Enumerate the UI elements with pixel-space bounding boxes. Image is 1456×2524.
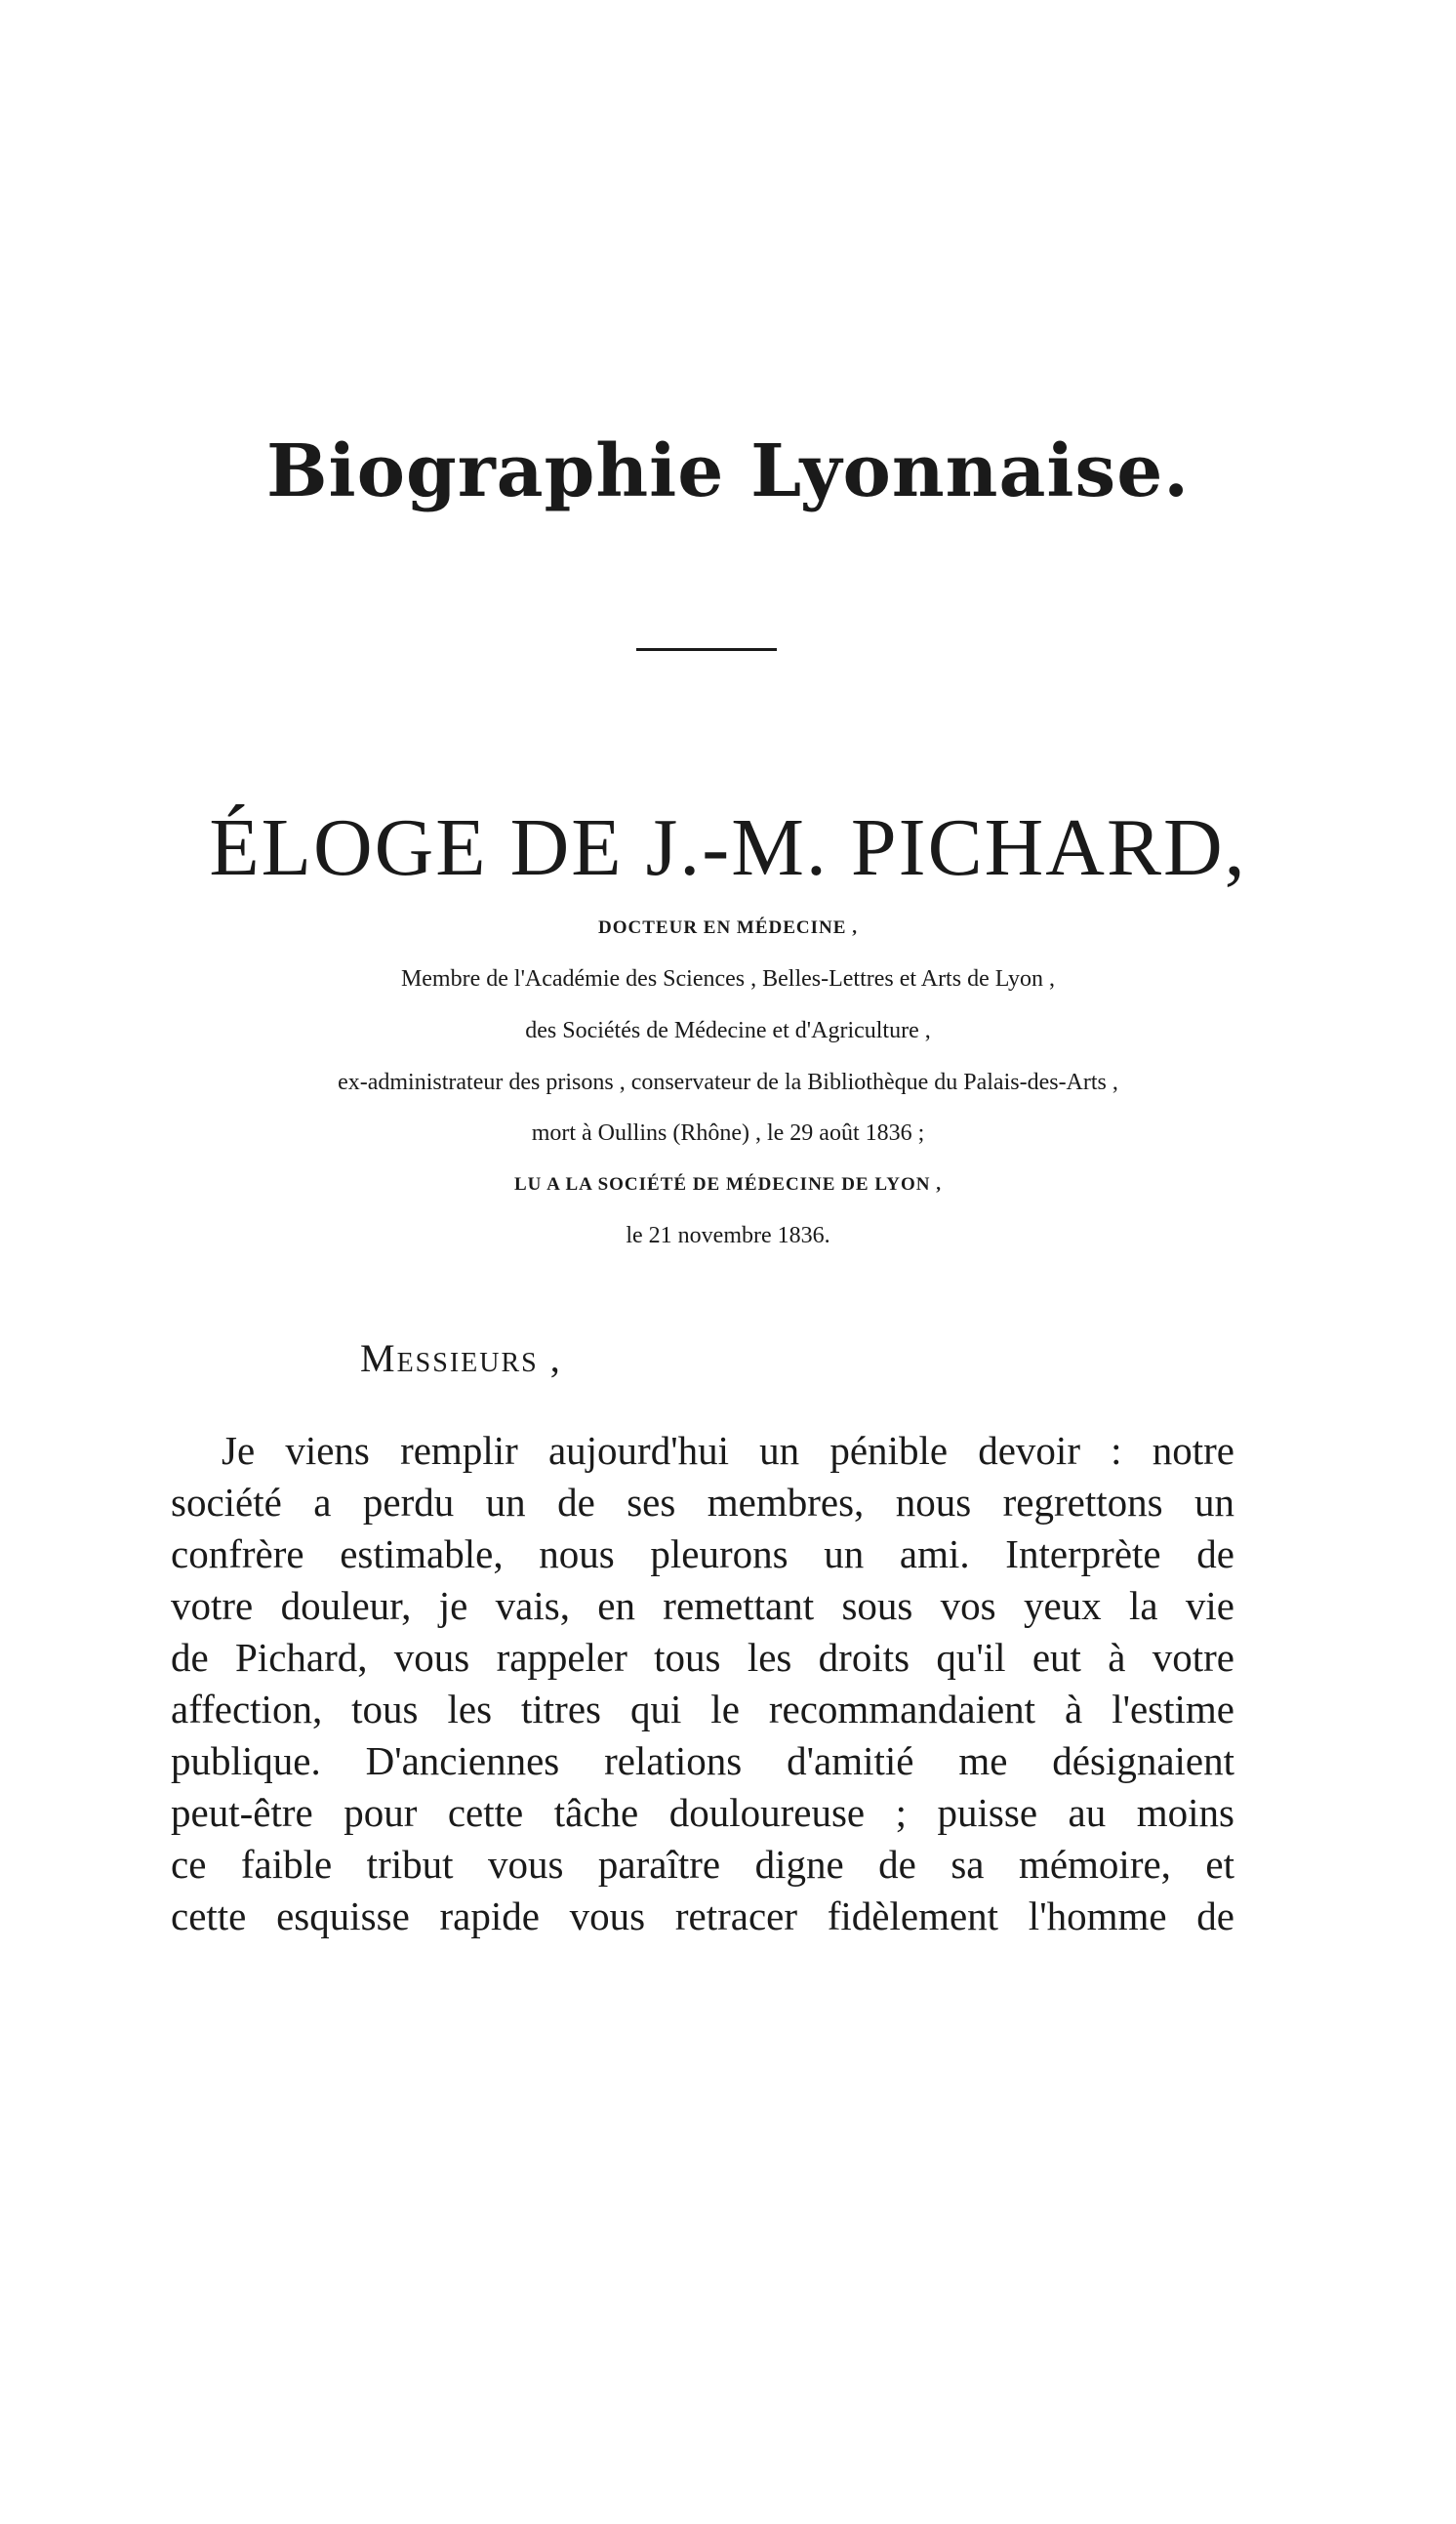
subtitle-line: mort à Oullins (Rhône) , le 29 août 1836 ; [531,1120,925,1146]
subtitle-line: DOCTEUR EN MÉDECINE , [598,917,858,938]
page-title: ÉLOGE DE J.-M. PICHARD, [209,802,1247,893]
subtitle-line: ex-administrateur des prisons , conservateur de la Bibliothèque du Palais-des-Arts , [338,1070,1118,1095]
body-line: peut-être pour cette tâche douloureuse ; puisse au moins [171,1790,1234,1835]
body-line: société a perdu un de ses membres, nous regrettons un [171,1480,1234,1525]
salutation: Messieurs , [360,1336,562,1380]
ornamental-rule [636,648,777,651]
subtitle-line: LU A LA SOCIÉTÉ DE MÉDECINE DE LYON , [513,1174,943,1195]
body-line: ce faible tribut vous paraître digne de sa mémoire, et [171,1842,1234,1887]
body-line: votre douleur, je vais, en remettant sous vos yeux la vie [171,1583,1234,1628]
body-line: Je viens remplir aujourd'hui un pénible devoir : notre [222,1428,1234,1473]
body-paragraph [171,1425,1234,1942]
subtitle-line: des Sociétés de Médecine et d'Agriculture , [525,1018,931,1043]
body-line: affection, tous les titres qui le recommandaient à l'estime [171,1687,1234,1731]
masthead-title: Biographie Lyonnaise. [265,429,1191,513]
body-line: de Pichard, vous rappeler tous les droits qu'il eut à votre [171,1635,1234,1680]
body-line: publique. D'anciennes relations d'amitié me désignaient [171,1738,1234,1783]
body-line: confrère estimable, nous pleurons un ami. Interprète de [171,1531,1234,1576]
body-line: cette esquisse rapide vous retracer fidèlement l'homme de [171,1893,1234,1938]
subtitle-line: le 21 novembre 1836. [626,1223,830,1248]
subtitle-line: Membre de l'Académie des Sciences , Belles-Lettres et Arts de Lyon , [400,966,1056,992]
